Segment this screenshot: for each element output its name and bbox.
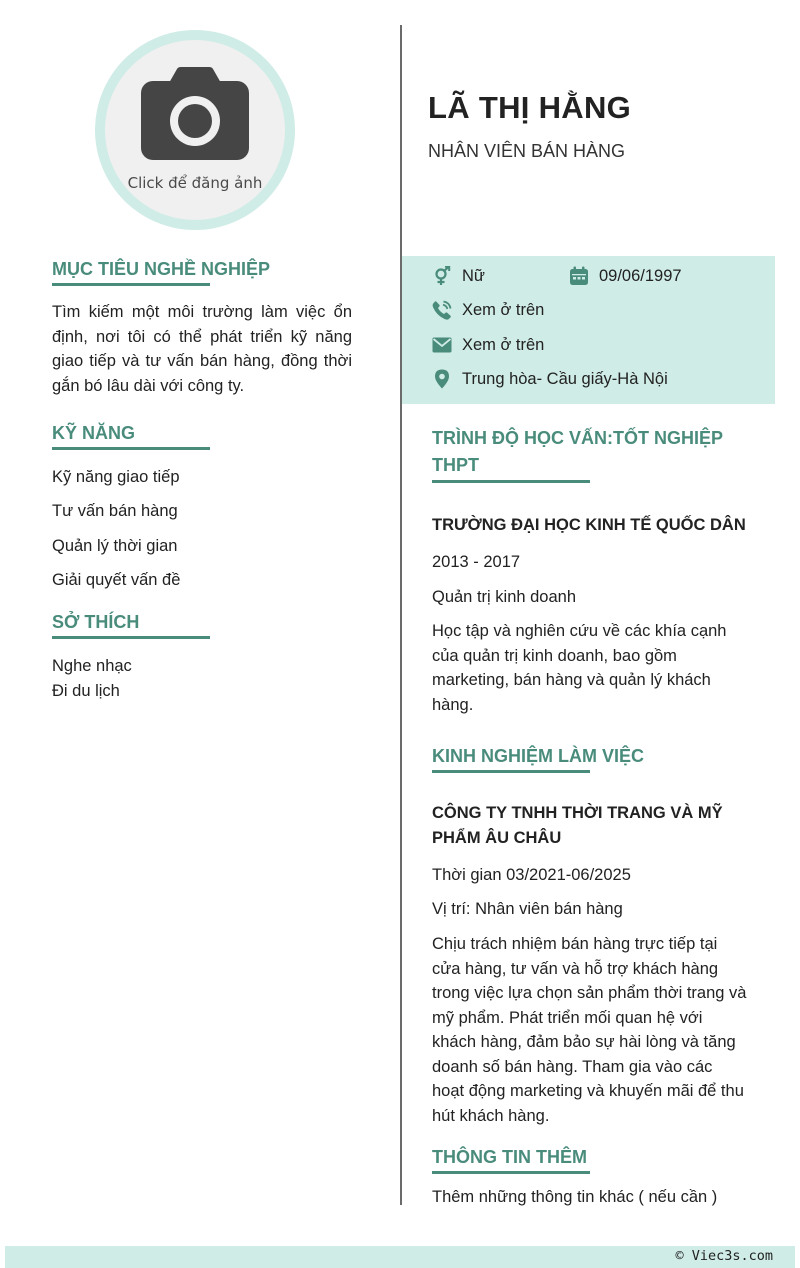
education-years: 2013 - 2017 bbox=[432, 553, 521, 571]
candidate-name: LÃ THỊ HẰNG bbox=[428, 90, 632, 125]
hobbies-underline bbox=[52, 636, 210, 639]
skills-title: KỸ NĂNG bbox=[52, 423, 136, 443]
objective-title: MỤC TIÊU NGHỀ NGHIỆP bbox=[52, 259, 271, 279]
contact-panel bbox=[402, 256, 775, 404]
gender-icon bbox=[432, 266, 452, 286]
work-position: Vị trí: Nhân viên bán hàng bbox=[432, 900, 623, 918]
candidate-job-title: NHÂN VIÊN BÁN HÀNG bbox=[428, 141, 626, 161]
skill-item: Quản lý thời gian bbox=[52, 537, 178, 555]
phone-row bbox=[432, 300, 544, 320]
school-name: TRƯỜNG ĐẠI HỌC KINH TẾ QUỐC DÂN bbox=[432, 516, 746, 534]
avatar-upload[interactable] bbox=[95, 30, 295, 230]
additional-info-title: THÔNG TIN THÊM bbox=[432, 1147, 587, 1167]
education-underline bbox=[432, 480, 590, 483]
birthday-value: 09/06/1997 bbox=[599, 266, 682, 285]
hobby-item: Đi du lịch bbox=[52, 682, 120, 700]
experience-title: KINH NGHIỆM LÀM VIỆC bbox=[432, 746, 645, 766]
location-pin-icon bbox=[432, 369, 452, 389]
objective-text: Tìm kiếm một môi trường làm việc ổn định, nơi tôi có thể phát triển kỹ năng giao tiếp và tư vấn bán hàng, đồng thời gắn bó lâu dài với công ty. bbox=[52, 303, 352, 395]
objective-underline bbox=[52, 283, 210, 286]
gender-row bbox=[432, 266, 485, 286]
calendar-icon bbox=[569, 266, 589, 286]
company-name: CÔNG TY TNHH THỜI TRANG VÀ MỸ PHẨM ÂU CHÂU bbox=[432, 804, 723, 847]
phone-value: Xem ở trên bbox=[462, 300, 545, 319]
skill-item: Giải quyết vấn đề bbox=[52, 571, 181, 589]
skills-underline bbox=[52, 447, 210, 450]
education-description: Học tập và nghiên cứu về các khía cạnh của quản trị kinh doanh, bao gồm marketing, bán hàng và quản lý khách hàng. bbox=[432, 622, 727, 714]
email-icon bbox=[432, 335, 452, 355]
skill-item: Kỹ năng giao tiếp bbox=[52, 468, 180, 486]
camera-icon bbox=[141, 67, 249, 161]
skill-item: Tư vấn bán hàng bbox=[52, 502, 178, 520]
footer-bar bbox=[5, 1246, 795, 1268]
education-title: TRÌNH ĐỘ HỌC VẤN:TỐT NGHIỆP THPT bbox=[432, 428, 723, 475]
footer-copyright: © Viec3s.com bbox=[675, 1248, 773, 1264]
gender-value: Nữ bbox=[462, 266, 485, 285]
additional-info-text: Thêm những thông tin khác ( nếu cần ) bbox=[432, 1188, 718, 1206]
work-period: Thời gian 03/2021-06/2025 bbox=[432, 866, 631, 884]
upload-photo-label[interactable]: Click để đăng ảnh bbox=[127, 174, 263, 192]
email-value: Xem ở trên bbox=[462, 335, 545, 354]
additional-info-underline bbox=[432, 1171, 590, 1174]
education-major: Quản trị kinh doanh bbox=[432, 588, 577, 606]
hobby-item: Nghe nhạc bbox=[52, 657, 132, 675]
avatar-placeholder bbox=[105, 40, 285, 220]
work-description: Chịu trách nhiệm bán hàng trực tiếp tại cửa hàng, tư vấn và hỗ trợ khách hàng trong việc lựa chọn sản phẩm thời trang và mỹ phẩm. Phát triển mối quan hệ với khách hàng, đảm bảo sự hài lòng và tăng doanh số bán hàng. Tham gia vào các hoạt động marketing và khuyến mãi để thu hút khách hàng. bbox=[432, 935, 747, 1125]
phone-icon bbox=[432, 300, 452, 320]
birthday-row bbox=[569, 266, 682, 286]
experience-underline bbox=[432, 770, 590, 773]
address-value: Trung hòa- Cầu giấy-Hà Nội bbox=[462, 369, 668, 388]
address-row bbox=[432, 369, 668, 389]
column-divider bbox=[400, 25, 402, 1205]
email-row bbox=[432, 335, 544, 355]
hobbies-title: SỞ THÍCH bbox=[52, 612, 140, 632]
